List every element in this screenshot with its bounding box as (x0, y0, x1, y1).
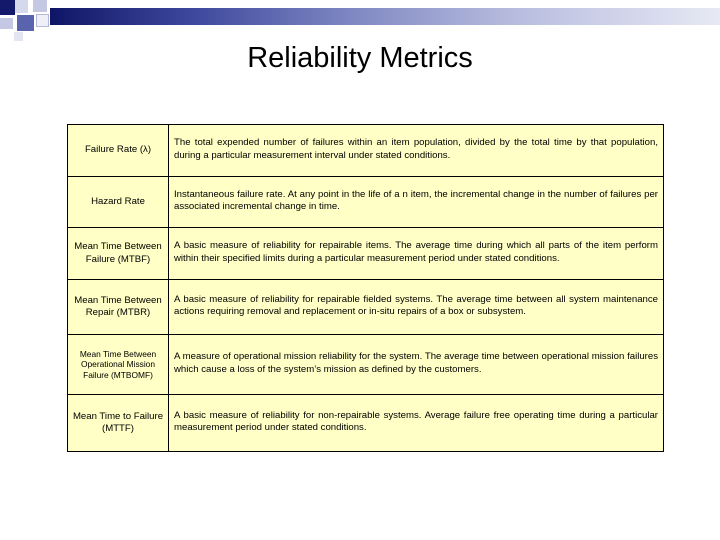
metric-term: Mean Time Between Repair (MTBR) (68, 280, 169, 335)
decorative-square (0, 0, 15, 15)
metric-term: Mean Time Between Failure (MTBF) (68, 228, 169, 280)
table-row (68, 395, 664, 452)
table-row (68, 125, 664, 177)
metric-term: Mean Time Between Operational Mission Failure (MTBOMF) (68, 335, 169, 395)
decorative-square (36, 14, 49, 27)
metric-definition: Instantaneous failure rate. At any point in the life of a n item, the incremental change in the number of failures per associated incremental change in time. (169, 177, 664, 228)
decorative-square (0, 18, 13, 29)
metric-term: Mean Time to Failure (MTTF) (68, 395, 169, 452)
decorative-square (15, 0, 28, 13)
header-gradient-bar (50, 8, 720, 25)
decorative-square (33, 0, 47, 12)
decorative-square (17, 15, 34, 31)
slide-title: Reliability Metrics (247, 42, 473, 74)
table-row (68, 228, 664, 280)
table-row (68, 335, 664, 395)
table-row (68, 177, 664, 228)
metric-definition: A measure of operational mission reliability for the system. The average time between operational mission failures which cause a loss of the system’s mission as defined by the customers. (169, 335, 664, 395)
metrics-table (67, 124, 664, 452)
metric-term: Failure Rate (λ) (68, 125, 169, 177)
metric-definition: A basic measure of reliability for repairable items. The average time during which all parts of the item perform within their specified limits during a particular measurement period under stated conditions. (169, 228, 664, 280)
metric-term: Hazard Rate (68, 177, 169, 228)
metric-definition: A basic measure of reliability for repairable fielded systems. The average time between all system maintenance actions requiring removal and replacement or in-situ repairs of a box or subsystem. (169, 280, 664, 335)
decorative-square (14, 32, 23, 41)
table-row (68, 280, 664, 335)
metric-definition: A basic measure of reliability for non-repairable systems. Average failure free operating time during a particular measurement period under stated conditions. (169, 395, 664, 452)
metric-definition: The total expended number of failures within an item population, divided by the total time by that population, during a particular measurement interval under stated conditions. (169, 125, 664, 177)
